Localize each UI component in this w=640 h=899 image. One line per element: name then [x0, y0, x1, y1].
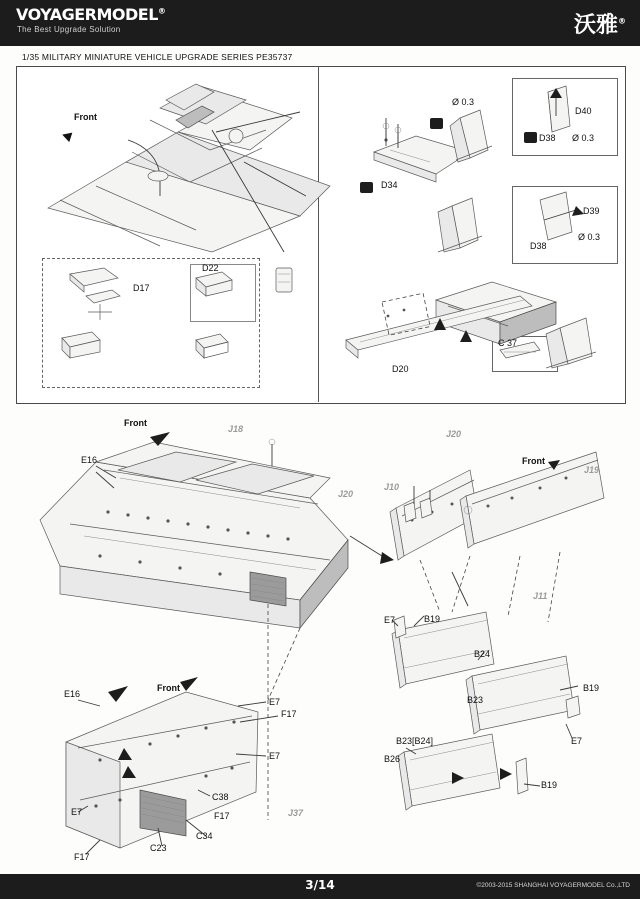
product-subtitle: 1/35 MILITARY MINIATURE VEHICLE UPGRADE SERIES PE35737 — [22, 52, 293, 62]
label-d20: D20 — [392, 364, 409, 374]
brand-registered-mark: ® — [157, 6, 166, 16]
label-b19-a: B19 — [424, 614, 441, 624]
label-diameter-03-c: Ø 0.3 — [578, 232, 601, 242]
label-j18: J18 — [228, 424, 244, 434]
copyright-notice: ©2003-2015 SHANGHAI VOYAGERMODEL Co.,LTD — [476, 882, 630, 889]
fold-marker-icon-d34 — [360, 182, 373, 193]
label-front-mid: Front — [124, 418, 147, 428]
label-b19-b: B19 — [583, 683, 600, 693]
label-diameter-03-b: Ø 0.3 — [572, 133, 595, 143]
label-e7-a: E7 — [269, 697, 281, 707]
label-c23: C23 — [150, 843, 167, 853]
label-front-top-left: Front — [74, 112, 97, 122]
label-d40: D40 — [575, 106, 592, 116]
label-b24: B24 — [474, 649, 491, 659]
label-d17: D17 — [133, 283, 150, 293]
label-j19: J19 — [584, 465, 600, 475]
label-front-right: Front — [522, 456, 545, 466]
label-b26: B26 — [384, 754, 401, 764]
label-f17-c: F17 — [74, 852, 90, 862]
label-e7-b: E7 — [269, 751, 281, 761]
fold-marker-icon-a — [430, 118, 443, 129]
label-e16-lower: E16 — [64, 689, 81, 699]
label-j20-right: J20 — [446, 429, 462, 439]
label-j20-left: J20 — [338, 489, 354, 499]
label-e7-c: E7 — [71, 807, 83, 817]
brand-tagline: The Best Upgrade Solution — [17, 25, 121, 34]
label-e7-d: E7 — [384, 615, 396, 625]
label-j37: J37 — [288, 808, 304, 818]
label-d39: D39 — [583, 206, 600, 216]
label-c37: C 37 — [498, 338, 518, 348]
brand-name: VOYAGERMODEL — [16, 5, 158, 24]
label-d38-a: D38 — [539, 133, 556, 143]
label-j10: J10 — [384, 482, 400, 492]
label-e7-e: E7 — [571, 736, 583, 746]
label-d22: D22 — [202, 263, 219, 273]
label-c38: C38 — [212, 792, 229, 802]
label-f17-b: F17 — [214, 811, 230, 821]
footer-bar — [0, 874, 640, 899]
brand-name-chinese: 沃雅 — [573, 13, 618, 38]
label-diameter-03-a: Ø 0.3 — [452, 97, 475, 107]
page-number: 3/14 — [305, 878, 335, 892]
label-e16-upper: E16 — [81, 455, 98, 465]
label-b23: B23 — [467, 695, 484, 705]
label-d38-b: D38 — [530, 241, 547, 251]
label-d34: D34 — [381, 180, 398, 190]
fold-marker-icon-d38 — [524, 132, 537, 143]
label-front-lower: Front — [157, 683, 180, 693]
brand-chinese-registered-mark: ® — [618, 16, 626, 26]
label-b19-c: B19 — [541, 780, 558, 790]
label-j11: J11 — [533, 591, 548, 601]
label-c34: C34 — [196, 831, 213, 841]
label-b23-b24: B23[B24] — [396, 736, 434, 746]
label-f17-a: F17 — [281, 709, 297, 719]
